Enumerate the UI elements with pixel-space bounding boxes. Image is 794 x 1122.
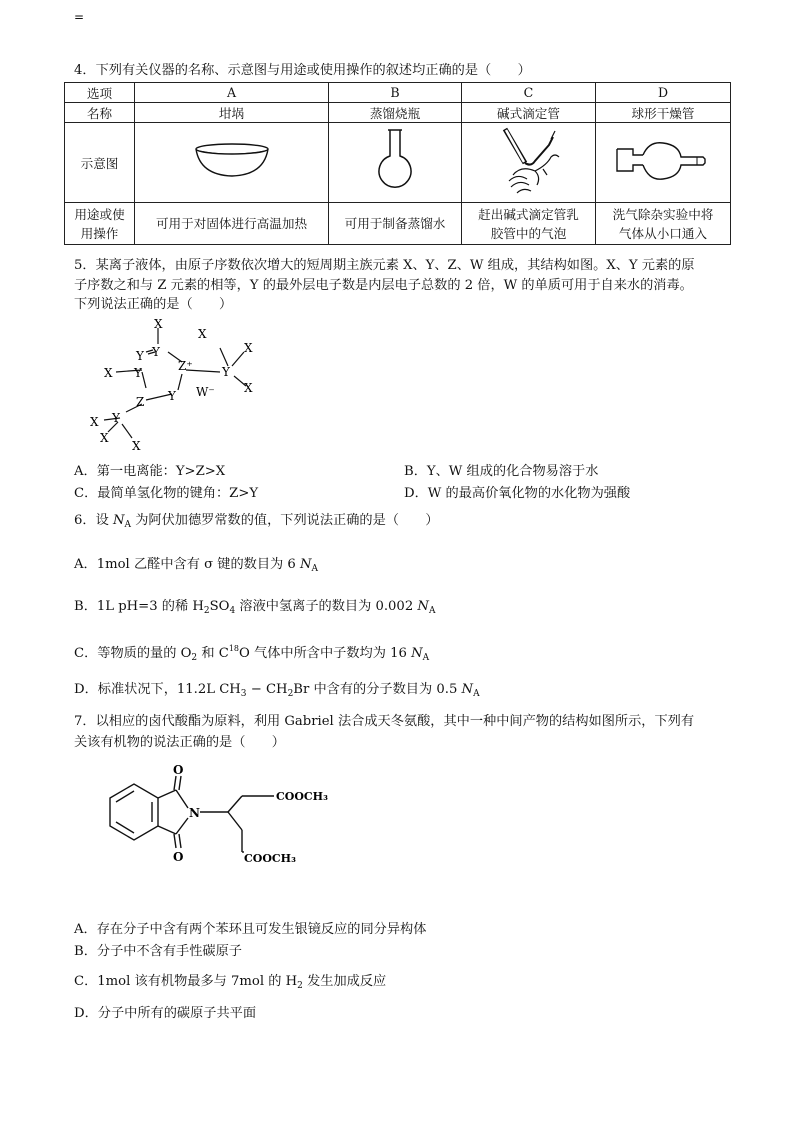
q5-option-b: B．Y、W 组成的化合物易溶于水 <box>404 464 599 479</box>
bulb-drying-tube-icon <box>613 139 713 183</box>
cell-option-a: A <box>135 83 329 103</box>
cell-use-d: 洗气除杂实验中将 气体从小口通入 <box>596 203 731 245</box>
distillation-flask-icon <box>370 126 420 196</box>
atom-x-lower-mid: X <box>100 431 109 445</box>
ester-group-lower: COOCH₃ <box>244 852 296 865</box>
cell-diagram-label: 示意图 <box>65 123 135 203</box>
q4-stem: 4．下列有关仪器的名称、示意图与用途或使用操作的叙述均正确的是（ ） <box>74 63 531 78</box>
atom-o-top: O <box>173 763 184 777</box>
page-mark: = <box>74 10 85 24</box>
atom-x-lower-right: X <box>132 439 141 453</box>
atom-y-methyl: Y <box>222 365 230 379</box>
atom-y-left-top: Y <box>136 349 144 363</box>
q5-option-a: A．第一电离能：Y>Z>X <box>74 464 226 479</box>
q5-option-d: D．W 的最高价氧化物的水化物为强酸 <box>404 486 631 501</box>
crucible-dish-icon <box>190 141 274 181</box>
cell-use-label: 用途或使 用操作 <box>65 203 135 245</box>
atom-y-top: Y <box>152 345 160 359</box>
q7-stem-line1: 7．以相应的卤代酸酯为原料，利用 Gabriel 法合成天冬氨酸，其中一种中间产物的结构如图所示，下列有 <box>74 714 695 729</box>
q5-stem-line1: 5．某离子液体，由原子序数依次增大的短周期主族元素 X、Y、Z、W 组成，其结构如图。X、Y 元素的原 <box>74 258 695 273</box>
q7-stem-line2: 关该有机物的说法正确的是（ ） <box>74 735 285 750</box>
ionic-liquid-structure <box>78 314 278 458</box>
cell-name-a: 坩埚 <box>135 103 329 123</box>
q4-instrument-table <box>64 82 731 245</box>
cell-name-c: 碱式滴定管 <box>462 103 596 123</box>
cell-use-c: 赶出碱式滴定管乳 胶管中的气泡 <box>462 203 596 245</box>
atom-z-plus: Z⁺ <box>178 359 193 373</box>
cell-diagram-b <box>329 123 462 203</box>
q6-option-c: C．等物质的量的 $O_2$ 和 $C^{18}O$ 气体中所含中子数均为 16 $N_A$ <box>74 644 430 663</box>
cell-option-b: B <box>329 83 462 103</box>
atom-x-methyl-bottom: X <box>244 381 253 395</box>
cell-name-label: 名称 <box>65 103 135 123</box>
q6-option-d: D．标准状况下，11.2L $CH_3 - CH_2Br$ 中含有的分子数目为 0.5 $N_A$ <box>74 682 480 699</box>
cell-use-b: 可用于制备蒸馏水 <box>329 203 462 245</box>
q5-stem-line3: 下列说法正确的是（ ） <box>74 297 233 312</box>
q5-stem-line2: 子序数之和与 Z 元素的相等，Y 的最外层电子数是内层电子总数的 2 倍，W 的单质可用于自来水的消毒。 <box>74 278 693 293</box>
atom-x-left: X <box>104 366 113 380</box>
cell-diagram-d <box>596 123 731 203</box>
cell-use-a: 可用于对固体进行高温加热 <box>135 203 329 245</box>
atom-x-lower-left: X <box>90 415 99 429</box>
q6-option-a: A．1mol 乙醛中含有 σ 键的数目为 6 $N_A$ <box>74 557 319 574</box>
atom-o-bottom: O <box>173 850 184 864</box>
atom-y-left: Y <box>134 366 142 380</box>
phthalimide-ester-structure <box>76 760 346 890</box>
atom-n: N <box>189 806 200 820</box>
atom-z-ring: Z <box>136 395 145 409</box>
cell-option-c: C <box>462 83 596 103</box>
cell-diagram-a <box>135 123 329 203</box>
cell-option-d: D <box>596 83 731 103</box>
atom-x-methyl-top: X <box>198 327 207 341</box>
atom-x-top: X <box>154 317 163 331</box>
q4-row-diagram <box>65 123 731 203</box>
q7-option-d: D．分子中所有的碳原子共平面 <box>74 1006 257 1021</box>
atom-y-ring-bottom: Y <box>168 389 176 403</box>
cell-diagram-c <box>462 123 596 203</box>
q7-option-b: B．分子中不含有手性碳原子 <box>74 944 242 959</box>
atom-x-methyl-right: X <box>244 341 253 355</box>
q5-option-c: C．最简单氢化物的键角：Z>Y <box>74 486 259 501</box>
cell-option-label: 选项 <box>65 83 135 103</box>
q6-stem: 6．设 $N_A$ 为阿伏加德罗常数的值，下列说法正确的是（ ） <box>74 513 439 530</box>
q6-option-b: B．1L pH=3 的稀 $H_2SO_4$ 溶液中氢离子的数目为 0.002 $N_A$ <box>74 599 436 616</box>
q4-row-name <box>65 103 731 123</box>
atom-y-methyl-lower: Y <box>112 411 120 425</box>
anion-w-minus: W⁻ <box>196 385 215 399</box>
q4-row-option <box>65 83 731 103</box>
q4-row-use <box>65 203 731 245</box>
ester-group-upper: COOCH₃ <box>276 790 328 803</box>
cell-name-d: 球形干燥管 <box>596 103 731 123</box>
q7-option-a: A．存在分子中含有两个苯环且可发生银镜反应的同分异构体 <box>74 922 427 937</box>
cell-name-b: 蒸馏烧瓶 <box>329 103 462 123</box>
burette-bubble-removal-icon <box>491 125 567 197</box>
q7-option-c: C．1mol 该有机物最多与 7mol 的 $H_2$ 发生加成反应 <box>74 974 387 991</box>
